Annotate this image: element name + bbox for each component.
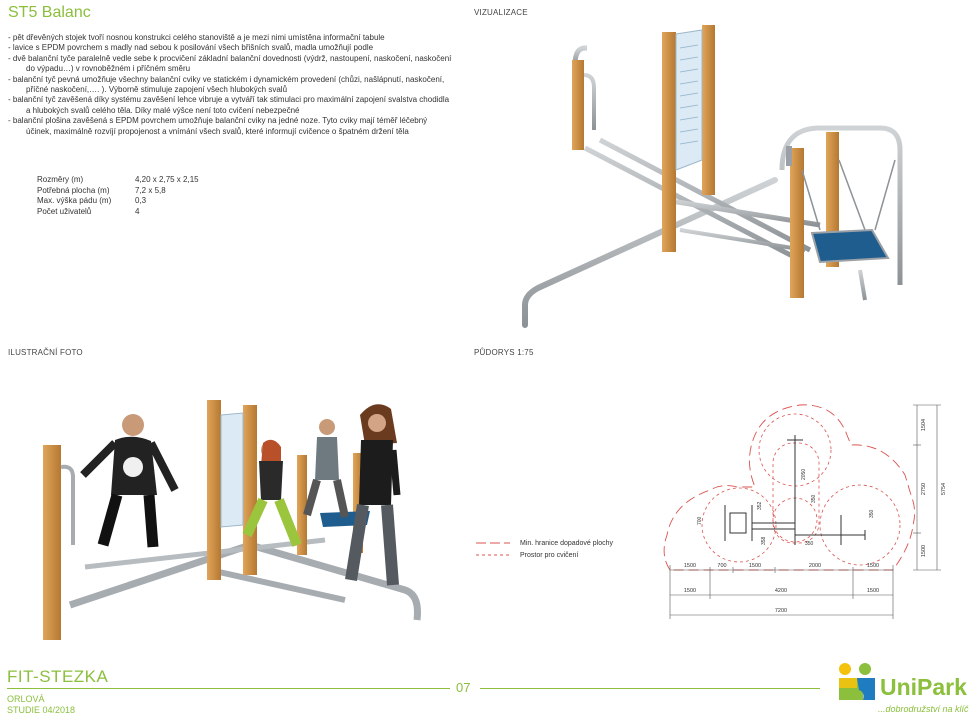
dim-bottom: 2000: [808, 563, 822, 569]
section-label-ilustracni-foto: ILUSTRAČNÍ FOTO: [8, 348, 83, 357]
dim-inner: 700: [697, 516, 703, 525]
footer-divider: [7, 688, 450, 689]
description-item: - balanční tyč zavěšená díky systému zavěšení lehce vibruje a vytváří tak stimulaci pro maximální zapojení svalstva chodidla a hlubokých svalů celého těla. Díky malé výšce není toto cvičení nebezpečné: [8, 95, 450, 115]
dim-right: 1500: [921, 544, 927, 558]
floor-plan: [655, 385, 955, 625]
spec-value: 0,3: [135, 196, 147, 206]
dim-bottom: 1500: [748, 563, 762, 569]
spec-label: Potřebná plocha (m): [37, 185, 110, 195]
study-date: STUDIE 04/2018: [7, 705, 76, 715]
dim-inner: 350: [811, 494, 817, 503]
description-item: - pět dřevěných stojek tvoří nosnou konstrukci celého stanoviště a je mezi nimi umístěna informační tabule: [8, 33, 385, 42]
spec-row: [37, 196, 199, 207]
spec-row: [37, 207, 199, 218]
specs-table: [37, 175, 199, 217]
legend-item: [474, 549, 674, 561]
description-item: - balanční plošina zavěšená s EPDM povrchem umožňuje balanční cviky na jedné noze. Tyto cviky mají téměř léčebný účinek, maximálně rozvíjí propojenost a vnímání všech svalů, které informují cvičence o špatném držení těla: [8, 116, 428, 136]
dim-right: 1504: [921, 418, 927, 432]
section-label-pudorys: PŮDORYS 1:75: [474, 348, 534, 357]
place-name: ORLOVÁ: [7, 694, 45, 704]
dim-inner: 358: [761, 536, 767, 545]
spec-row: [37, 175, 199, 186]
plan-legend: [474, 537, 674, 561]
visualization-image: [490, 20, 960, 335]
dim-inner: 352: [757, 501, 763, 510]
dim-bottom: 4200: [774, 588, 788, 594]
legend-item: [474, 537, 674, 549]
section-label-vizualizace: VIZUALIZACE: [474, 8, 528, 17]
spec-label: Počet uživatelů: [37, 206, 92, 216]
dim-total: 7200: [774, 608, 788, 614]
illustration-photo: [25, 395, 445, 650]
legend-dash-icon: [474, 552, 512, 558]
spec-value: 4,20 x 2,75 x 2,15: [135, 175, 199, 184]
spec-label: Rozměry (m): [37, 175, 84, 184]
dim-right-total: 5754: [941, 482, 947, 496]
brand-name: UniPark: [880, 674, 967, 700]
dim-bottom: 1500: [683, 563, 697, 569]
brand-slogan: ...dobrodružství na klíč: [878, 704, 969, 714]
description-item: - balanční tyč pevná umožňuje všechny balanční cviky ve statickém i dynamickém provedení (chůzi, našlápnutí, naskočení, příčné naskočení,…. ). Výborně stimuluje zapojení všech hlubokých svalů: [8, 74, 445, 95]
page-title: ST5 Balanc: [8, 4, 91, 21]
dim-inner: 2050: [801, 468, 807, 480]
description-item: - lavice s EPDM povrchem s madly nad sebou k posilování všech břišních svalů, madla umožňují podle: [8, 43, 374, 53]
dim-bottom: 1500: [683, 588, 697, 594]
footer-divider: [480, 688, 820, 689]
spec-value: 4: [135, 206, 140, 216]
dim-inner: 350: [869, 509, 875, 518]
project-name: FIT-STEZKA: [7, 667, 109, 686]
legend-label: Prostor pro cvičení: [520, 551, 579, 559]
unipark-logo-icon: [835, 660, 879, 702]
legend-label: Min. hranice dopadové plochy: [520, 539, 614, 547]
page-number: 07: [456, 680, 471, 695]
dim-bottom: 700: [717, 563, 727, 569]
dim-right: 2750: [921, 482, 927, 496]
dim-inner: 350: [805, 541, 814, 547]
legend-dash-icon: [474, 540, 512, 546]
dim-bottom: 1500: [866, 588, 880, 594]
description-list: [8, 33, 453, 137]
description-item: - dvě balanční tyče paralelně vedle sebe k procvičení základní balanční dovednosti (výdrž, nastoupení, naskočení, naskočení do výpadu…) v rovnoběžném i příčném směru: [8, 53, 452, 74]
dim-bottom: 1500: [866, 563, 880, 569]
spec-label: Max. výška pádu (m): [37, 196, 112, 206]
spec-row: [37, 186, 199, 197]
spec-value: 7,2 x 5,8: [135, 185, 166, 195]
